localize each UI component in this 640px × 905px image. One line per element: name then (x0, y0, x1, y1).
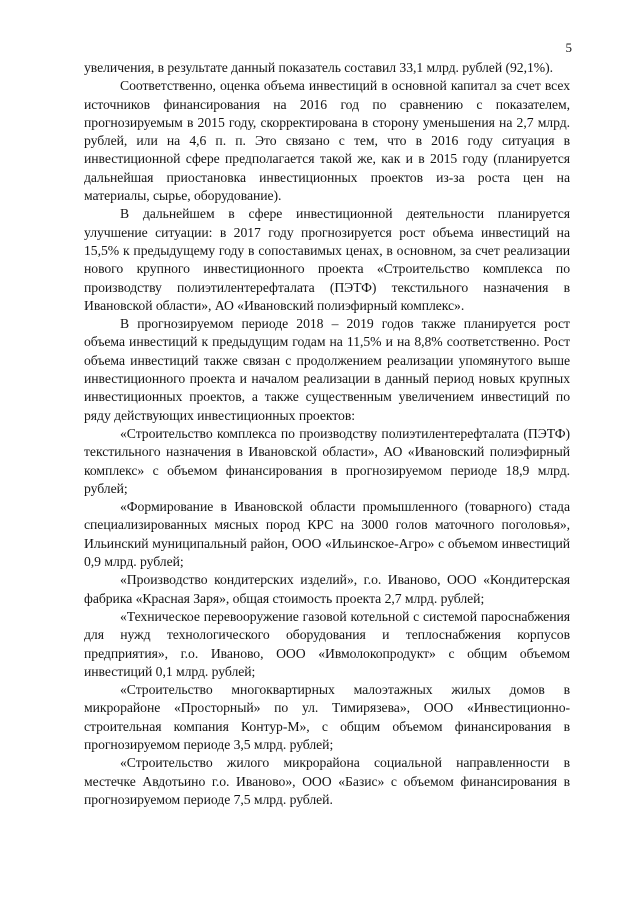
document-body (84, 59, 570, 809)
paragraph-2018-2019-forecast: В прогнозируемом периоде 2018 – 2019 годов также планируется рост объема инвестиций к предыдущим годам на 11,5% и на 8,8% соответственно. Рост объема инвестиций также связан с продолжением реализации упомянутого выше инвестиционного проекта и началом реализации в данный период новых крупных инвестиционных проектов, а также существенным увеличением инвестиций по ряду действующих инвестиционных проектов: (84, 316, 570, 423)
list-item-project-confectionery: «Производство кондитерских изделий», г.о. Иваново, ООО «Кондитерская фабрика «Красная Заря», общая стоимость проекта 2,7 млрд. рублей; (84, 572, 570, 606)
page-number: 5 (565, 40, 572, 55)
paragraph-continuation: увеличения, в результате данный показатель составил 33,1 млрд. рублей (92,1%). (84, 60, 553, 75)
paragraph-investment-estimate: Соответственно, оценка объема инвестиций в основной капитал за счет всех источников финансирования на 2016 год по сравнению с показателем, прогнозируемым в 2015 году, скорректирована в сторону уменьшения на 2,7 млрд. рублей, или на 4,6 п. п. Это связано с тем, что в 2016 году ситуация в инвестиционной сфере предполагается такой же, как и в 2015 году (планируется дальнейшая приостановка инвестиционных проектов из-за роста цен на материалы, сырье, оборудование). (84, 78, 570, 204)
list-item-project-cattle: «Формирование в Ивановской области промышленного (товарного) стада специализированных мясных пород КРС на 3000 голов маточного поголовья», Ильинский муниципальный район, ООО «Ильинское-Агро» с объемом инвестиций 0,9 млрд. рублей; (84, 499, 570, 570)
list-item-project-housing-avdotino: «Строительство жилого микрорайона социальной направленности в местечке Авдотьино г.о. Иваново», ООО «Базис» с объемом финансирования в прогнозируемом периоде 7,5 млрд. рублей. (84, 755, 570, 807)
list-item-project-boiler: «Техническое перевооружение газовой котельной с системой пароснабжения для нужд технологического оборудования и теплоснабжения корпусов предприятия», г.о. Иваново, ООО «Ивмолокопродукт» с общим объемом инвестиций 0,1 млрд. рублей; (84, 608, 570, 679)
list-item-project-housing-prostorny: «Строительство многоквартирных малоэтажных жилых домов в микрорайоне «Просторный» по ул. Тимирязева», ООО «Инвестиционно-строительная компания Контур-М», с общим объемом финансирования в прогнозируемом периоде 3,5 млрд. рублей; (84, 682, 570, 752)
paragraph-2017-forecast: В дальнейшем в сфере инвестиционной деятельности планируется улучшение ситуации: в 2017 году прогнозируется рост объема инвестиций на 15,5% к предыдущему году в сопоставимых ценах, в основном, за счет реализации нового крупного инвестиционного проекта «Строительство комплекса по производству полиэтилентерефталата (ПЭТФ) текстильного назначения в Ивановской области», АО «Ивановский полиэфирный комплекс». (84, 206, 570, 313)
list-item-project-petf: «Строительство комплекса по производству полиэтилентерефталата (ПЭТФ) текстильного назначения в Ивановской области», АО «Ивановский полиэфирный комплекс» с объемом финансирования в прогнозируемом периоде 18,9 млрд. рублей; (84, 425, 570, 496)
